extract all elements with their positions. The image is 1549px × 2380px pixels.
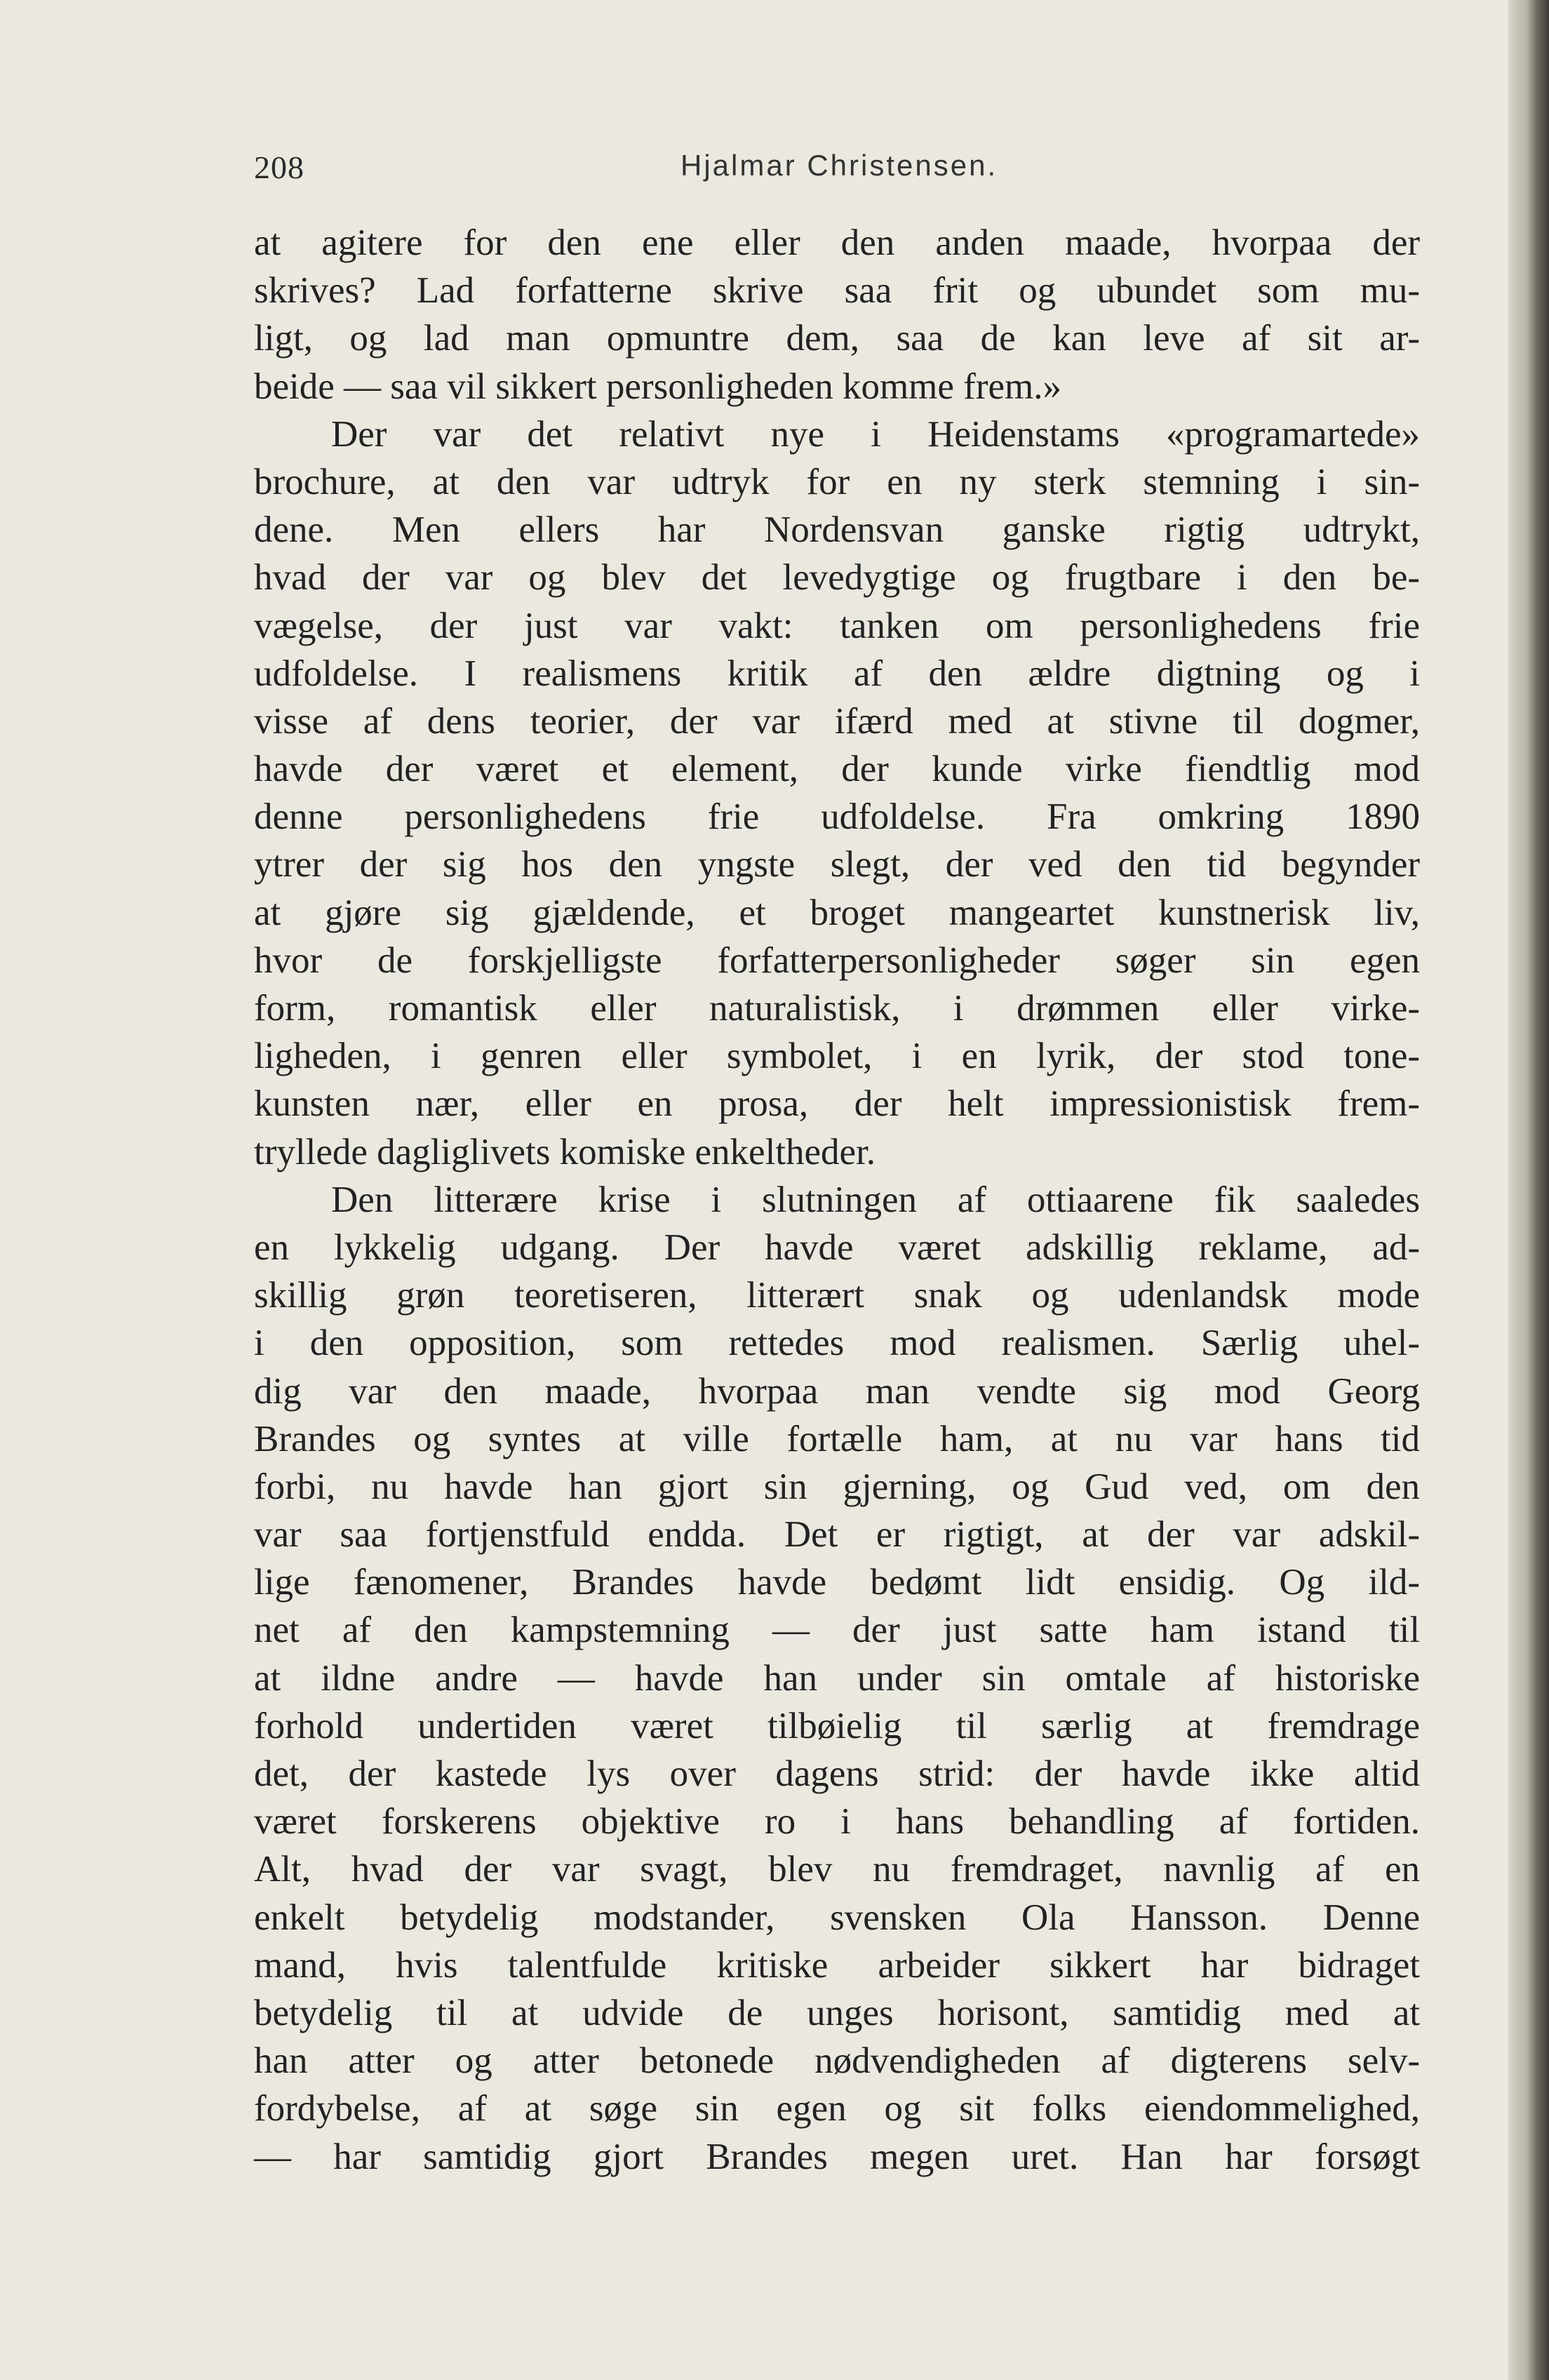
- text-line: det, der kastede lys over dagens strid: der havde ikke altid: [254, 1753, 1420, 1794]
- text-line: Brandes og syntes at ville fortælle ham, at nu var hans tid: [254, 1418, 1420, 1459]
- text-line: i den opposition, som rettedes mod realismen. Særlig uhel-: [254, 1323, 1420, 1364]
- text-line: Der var det relativt nye i Heidenstams «programartede»: [331, 413, 1420, 455]
- book-spine-edge: [1508, 0, 1549, 2380]
- text-line: havde der været et element, der kunde virke fiendtlig mod: [254, 749, 1420, 790]
- text-line: at gjøre sig gjældende, et broget mangeartet kunstnerisk liv,: [254, 892, 1420, 933]
- text-line: han atter og atter betonede nødvendigheden af digterens selv-: [254, 2040, 1420, 2082]
- text-line: forhold undertiden været tilbøielig til særlig at fremdrage: [254, 1705, 1420, 1746]
- text-line: Alt, hvad der var svagt, blev nu fremdraget, navnlig af en: [254, 1849, 1420, 1890]
- body-text: [254, 219, 1420, 2181]
- text-line: kunsten nær, eller en prosa, der helt impressionistisk frem-: [254, 1083, 1420, 1125]
- text-line: ligheden, i genren eller symbolet, i en lyrik, der stod tone-: [254, 1036, 1420, 1077]
- text-line: net af den kampstemning — der just satte ham istand til: [254, 1610, 1420, 1651]
- text-line: beide — saa vil sikkert personligheden komme frem.»: [254, 366, 1061, 407]
- text-line: hvor de forskjelligste forfatterpersonligheder søger sin egen: [254, 940, 1420, 981]
- text-line: visse af dens teorier, der var ifærd med at stivne til dogmer,: [254, 700, 1420, 742]
- text-line: skrives? Lad forfatterne skrive saa frit og ubundet som mu-: [254, 270, 1420, 312]
- text-line: enkelt betydelig modstander, svensken Ola Hansson. Denne: [254, 1897, 1420, 1938]
- text-line: hvad der var og blev det levedygtige og frugtbare i den be-: [254, 557, 1420, 599]
- text-line: udfoldelse. I realismens kritik af den ældre digtning og i: [254, 653, 1420, 694]
- text-line: Den litterære krise i slutningen af ottiaarene fik saaledes: [331, 1179, 1420, 1220]
- text-line: dig var den maade, hvorpaa man vendte sig mod Georg: [254, 1370, 1420, 1412]
- page-number: 208: [254, 149, 304, 185]
- text-line: form, romantisk eller naturalistisk, i drømmen eller virke-: [254, 988, 1420, 1029]
- text-line: dene. Men ellers har Nordensvan ganske rigtig udtrykt,: [254, 509, 1420, 551]
- text-line: været forskerens objektive ro i hans behandling af fortiden.: [254, 1801, 1420, 1843]
- text-line: brochure, at den var udtryk for en ny sterk stemning i sin-: [254, 461, 1420, 502]
- running-head: Hjalmar Christensen.: [680, 149, 998, 182]
- text-line: mand, hvis talentfulde kritiske arbeider sikkert har bidraget: [254, 1944, 1420, 1986]
- text-line: denne personlighedens frie udfoldelse. Fra omkring 1890: [254, 796, 1420, 838]
- text-line: forbi, nu havde han gjort sin gjerning, og Gud ved, om den: [254, 1466, 1420, 1507]
- text-line: at agitere for den ene eller den anden maade, hvorpaa der: [254, 222, 1420, 263]
- text-line: vægelse, der just var vakt: tanken om personlighedens frie: [254, 605, 1420, 646]
- text-line: fordybelse, af at søge sin egen og sit folks eiendommelighed,: [254, 2088, 1420, 2130]
- text-line: ligt, og lad man opmuntre dem, saa de kan leve af sit ar-: [254, 318, 1420, 359]
- text-line: at ildne andre — havde han under sin omtale af historiske: [254, 1657, 1420, 1699]
- text-line: betydelig til at udvide de unges horisont, samtidig med at: [254, 1992, 1420, 2033]
- text-line: ytrer der sig hos den yngste slegt, der ved den tid begynder: [254, 844, 1420, 885]
- text-line: var saa fortjenstfuld endda. Det er rigtigt, at der var adskil-: [254, 1514, 1420, 1556]
- text-line: en lykkelig udgang. Der havde været adskillig reklame, ad-: [254, 1226, 1420, 1268]
- text-line: tryllede dagliglivets komiske enkeltheder.: [254, 1131, 876, 1172]
- text-line: lige fænomener, Brandes havde bedømt lidt ensidig. Og ild-: [254, 1562, 1420, 1603]
- text-line: — har samtidig gjort Brandes megen uret. Han har forsøgt: [254, 2136, 1420, 2177]
- page-header: [254, 140, 1419, 196]
- text-line: skillig grøn teoretiseren, litterært snak og udenlandsk mode: [254, 1275, 1420, 1316]
